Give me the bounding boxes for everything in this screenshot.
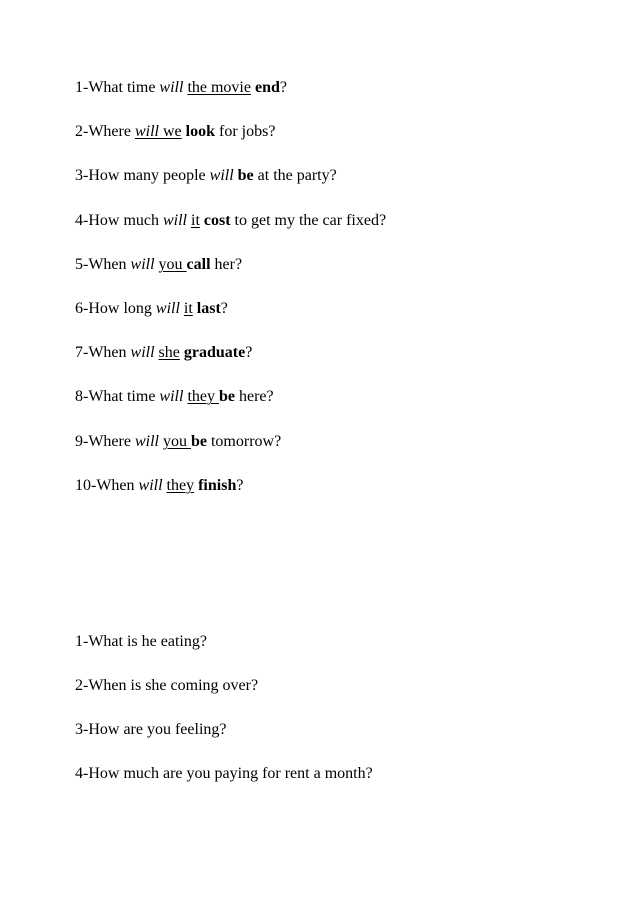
question-text: last (196, 300, 221, 317)
question-text: ? (220, 300, 228, 317)
question-text: 9-Where (75, 432, 135, 450)
question-line (75, 676, 258, 696)
question-text: 1-What time (75, 79, 160, 96)
question-line (75, 764, 373, 784)
question-text: here? (234, 388, 274, 406)
question-text: her? (210, 255, 243, 273)
question-text: ? (236, 476, 244, 494)
question-text: finish (198, 476, 237, 494)
question-text: 4-How much are you paying for rent a month? (75, 765, 373, 782)
question-line (75, 211, 386, 231)
question-line (75, 255, 242, 275)
question-text: 3-How many people (75, 167, 210, 185)
question-text: 2-Where (75, 123, 135, 141)
question-text: 3-How are you feeling? (75, 721, 227, 738)
question-text: will (138, 476, 163, 494)
question-line (75, 632, 207, 652)
question-text: look (185, 123, 215, 141)
question-text: 8-What time (75, 388, 160, 406)
question-text: will (159, 388, 184, 406)
question-text: for jobs? (214, 123, 276, 141)
question-text: cost (203, 211, 231, 229)
question-text: will (155, 300, 180, 317)
question-text: will (134, 123, 159, 141)
question-text: you (158, 255, 187, 273)
question-line (75, 343, 252, 363)
question-line (75, 476, 243, 496)
question-text: will (162, 211, 187, 229)
question-text: it (183, 300, 193, 317)
question-text: tomorrow? (206, 432, 282, 450)
question-text: end (254, 79, 280, 96)
question-text: 4-How much (75, 211, 163, 229)
question-text: be (218, 388, 235, 406)
question-text: 6-How long (75, 300, 156, 317)
question-text: will (130, 255, 155, 273)
question-text: we (158, 123, 182, 141)
question-text: it (191, 211, 200, 229)
question-text: to get my the car fixed? (230, 211, 387, 229)
question-text: will (209, 167, 234, 185)
question-line (75, 78, 287, 98)
question-text: she (158, 344, 180, 362)
question-text: 2-When is she coming over? (75, 677, 259, 694)
question-text: the movie (187, 79, 251, 96)
question-text: they (166, 476, 195, 494)
question-text: ? (245, 344, 253, 362)
question-line (75, 299, 228, 319)
question-text: 10-When (75, 476, 139, 494)
question-text: 5-When (75, 255, 131, 273)
question-line (75, 166, 337, 186)
question-text: 7-When (75, 344, 131, 362)
question-text: be (190, 432, 207, 450)
question-text: will (134, 432, 159, 450)
question-text: they (187, 388, 219, 406)
question-text: ? (279, 79, 287, 96)
question-text: you (162, 432, 191, 450)
question-text: will (159, 79, 184, 96)
question-text: at the party? (253, 167, 337, 185)
question-text: be (237, 167, 254, 185)
question-line (75, 432, 281, 452)
question-line (75, 387, 274, 407)
question-text: graduate (183, 344, 246, 362)
question-line (75, 720, 227, 740)
question-text: will (130, 344, 155, 362)
question-line (75, 122, 275, 142)
question-text: call (186, 255, 211, 273)
question-text: 1-What is he eating? (75, 633, 207, 650)
